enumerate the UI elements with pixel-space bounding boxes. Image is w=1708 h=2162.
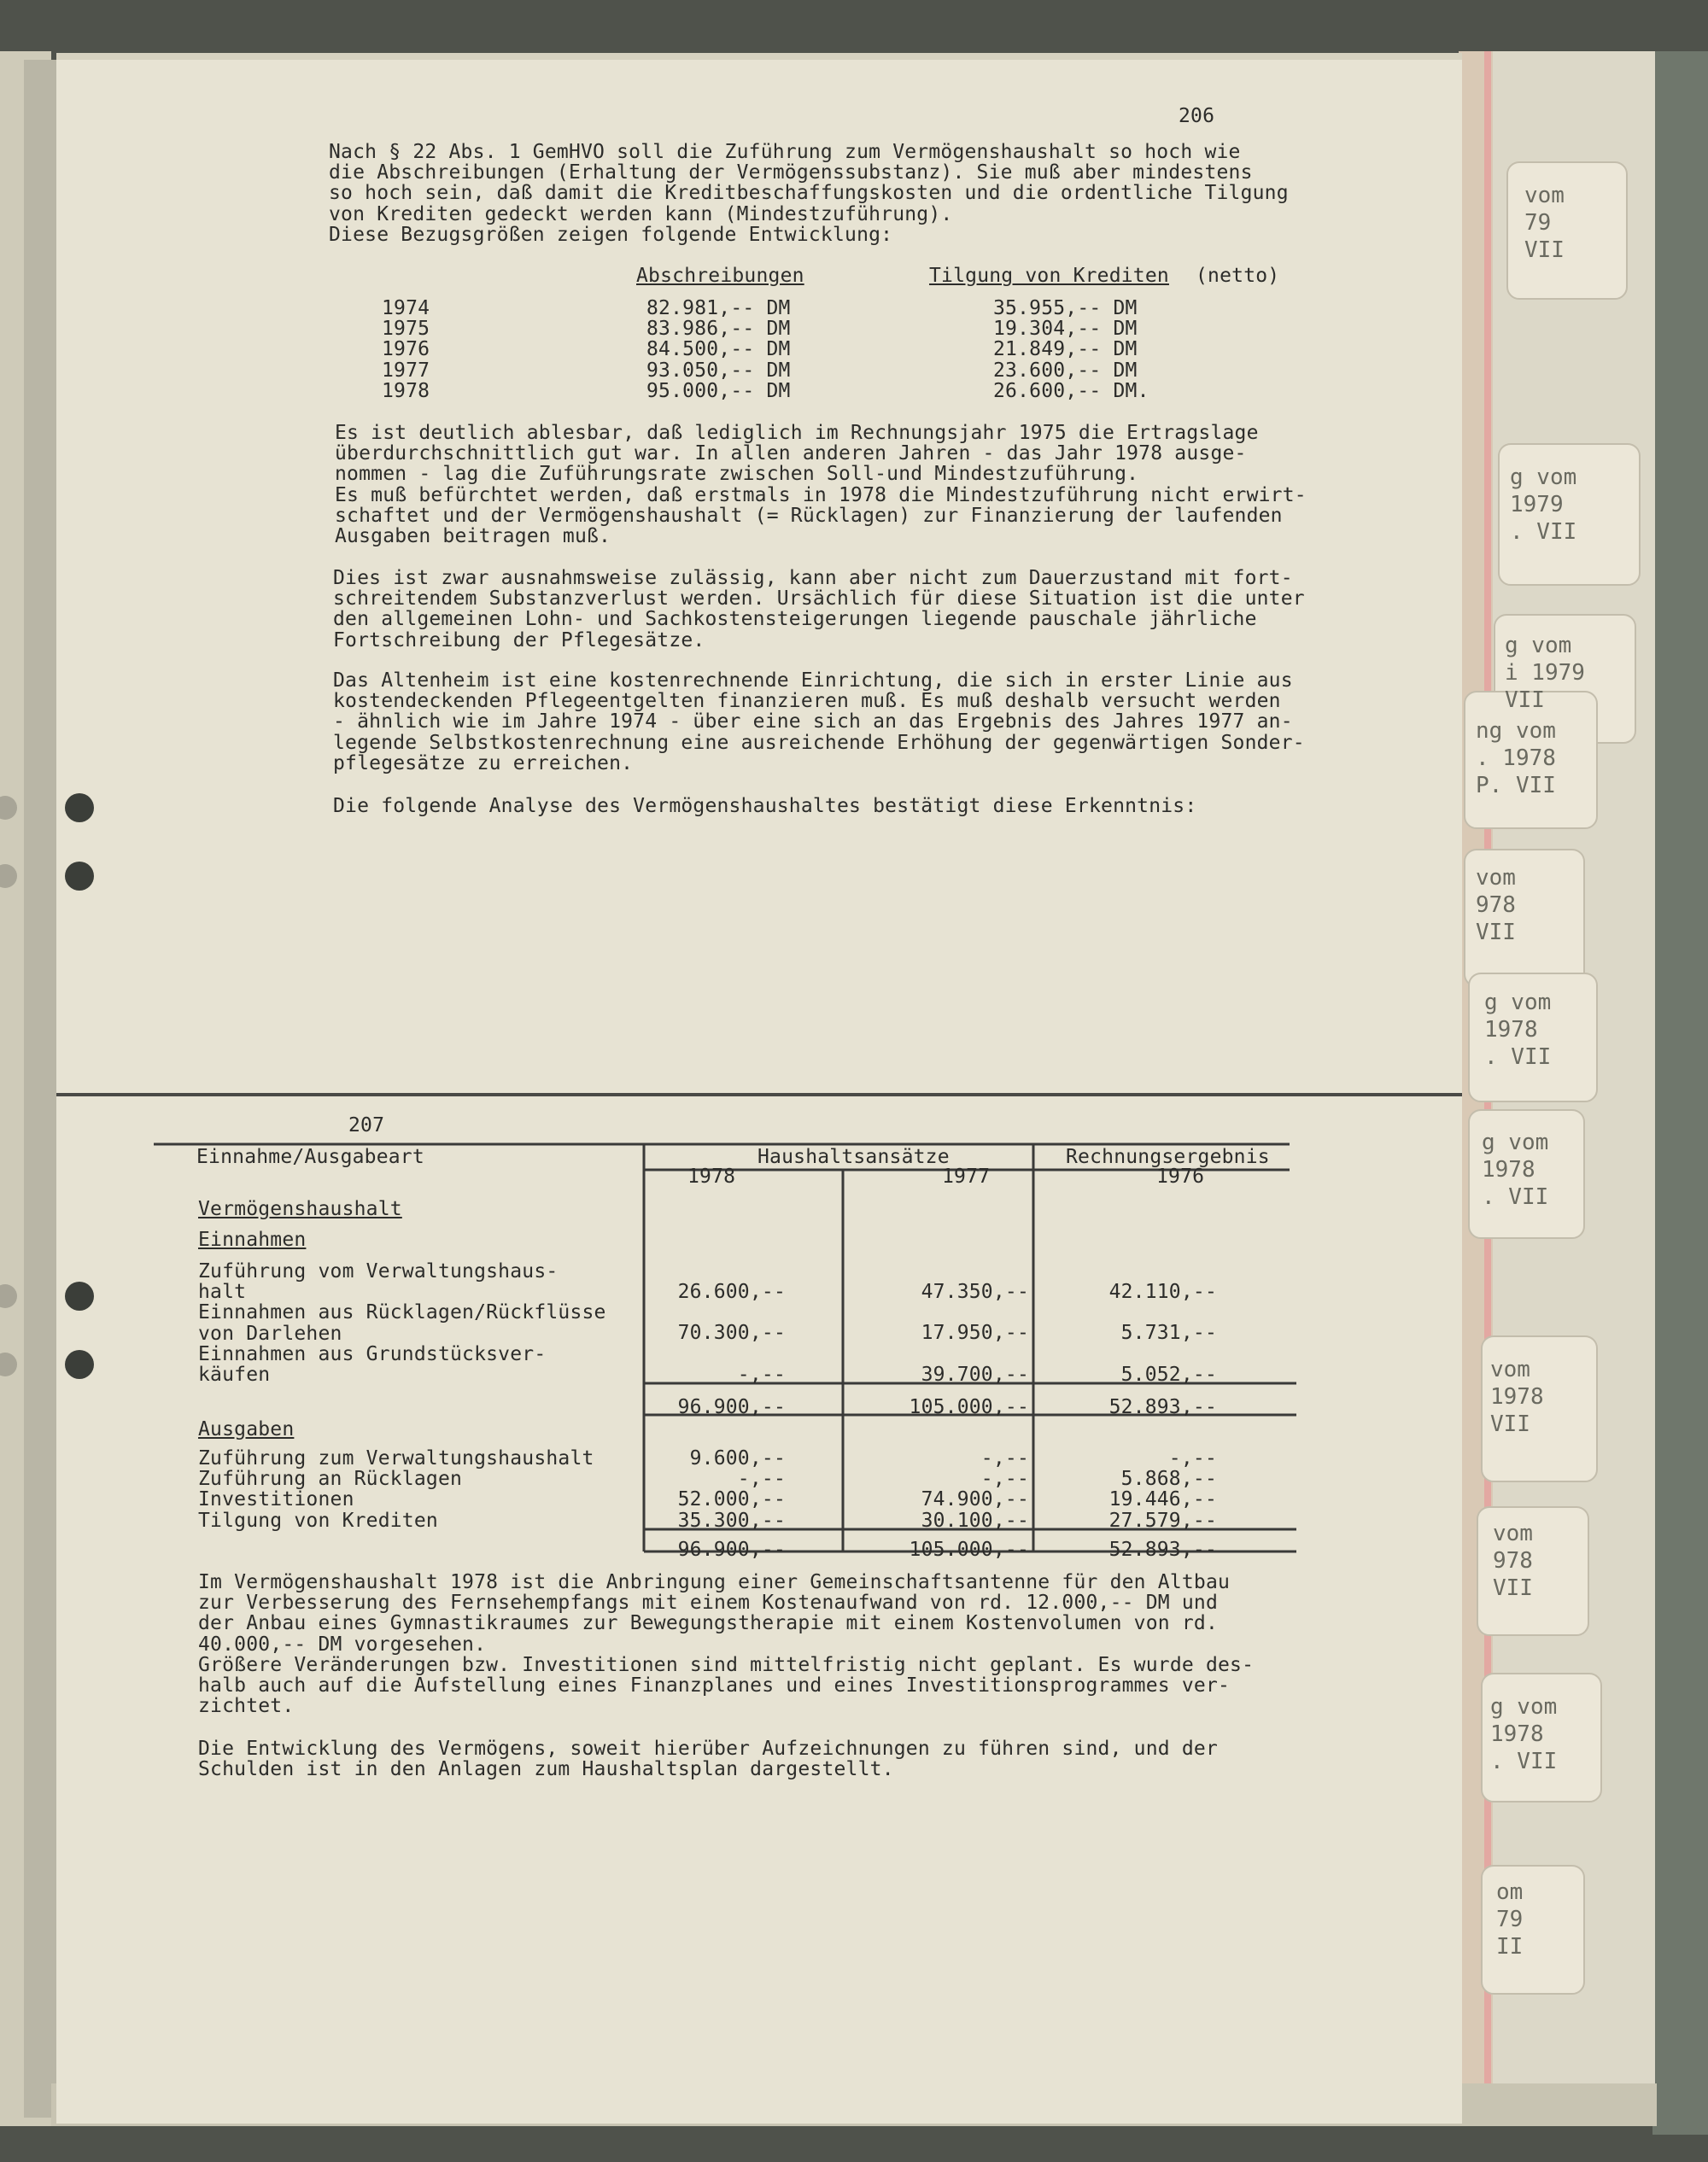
einnahmen-value-1976: 42.110,-- bbox=[1108, 1281, 1217, 1303]
index-tab-4: ng vom . 1978 P. VII bbox=[1476, 718, 1556, 798]
year-column: 1974 1975 1976 1977 1978 bbox=[382, 297, 430, 402]
paragraph-vermoegen: Die Entwicklung des Vermögens, soweit hierüber Aufzeichnungen zu führen sind, und der Schulden ist in den Anlagen zum Haushaltsplan dargestellt. bbox=[198, 1738, 1219, 1781]
einnahmen-value-1977: 47.350,-- bbox=[921, 1281, 1029, 1303]
column-header-1977: 1977 bbox=[942, 1166, 991, 1188]
page-number: 206 bbox=[1179, 105, 1215, 127]
paragraph-investitionen: Im Vermögenshaushalt 1978 ist die Anbringung einer Gemeinschaftsantenne für den Altbau zur Verbesserung des Fernsehempfangs mit einem Kostenaufwand von rd. 12.000,-- DM und der Anbau eines Gymnastikraumes zur Bewegungstherapie mit einem Kostenvolumen von rd. 40.000,-- DM vorgesehen. Größere Veränderungen bzw. Investitionen sind mittelfristig nicht geplant. Es wurde des- halb auch auf die Aufstellung eines Finanzplanes und eines Investitionsprogrammes ver- zichtet. bbox=[198, 1571, 1255, 1718]
header-netto: (netto) bbox=[1196, 265, 1280, 287]
header-tilgung: Tilgung von Krediten bbox=[929, 265, 1169, 287]
paragraph-substanzverlust: Dies ist zwar ausnahmsweise zulässig, kann aber nicht zum Dauerzustand mit fort- schreitendem Substanzverlust werden. Ursächlich für diese Situation ist die unter den allgemeinen Lohn- und Sachkostensteigerungen liegende pauschale jährliche Fortschreibung der Pflegesätze. bbox=[333, 567, 1305, 652]
column-group-rechnungsergebnis: Rechnungsergebnis bbox=[1066, 1146, 1270, 1168]
ausgaben-values-1977: -,-- -,-- 74.900,-- 30.100,-- bbox=[921, 1447, 1029, 1532]
page-number: 207 bbox=[348, 1114, 385, 1137]
ausgaben-labels: Zuführung zum Verwaltungshaushalt Zuführung an Rücklagen Investitionen Tilgung von Krediten bbox=[198, 1447, 594, 1532]
ausgaben-values-1976: -,-- 5.868,-- 19.446,-- 27.579,-- bbox=[1108, 1447, 1217, 1532]
einnahmen-value-1978: 70.300,-- bbox=[677, 1322, 786, 1344]
index-tab-9: vom 978 VII bbox=[1493, 1521, 1533, 1601]
index-tab-10: g vom 1978 . VII bbox=[1490, 1694, 1558, 1774]
index-tab-8: vom 1978 VII bbox=[1490, 1357, 1544, 1437]
index-tab-6: g vom 1978 . VII bbox=[1484, 990, 1552, 1070]
einnahmen-value-1976: 5.052,-- bbox=[1120, 1364, 1217, 1386]
einnahmen-total-1978: 96.900,-- bbox=[677, 1396, 786, 1418]
paragraph-analyse: Die folgende Analyse des Vermögenshaushaltes bestätigt diese Erkenntnis: bbox=[333, 795, 1197, 817]
einnahmen-value-1977: 17.950,-- bbox=[921, 1322, 1029, 1344]
einnahmen-total-1976: 52.893,-- bbox=[1108, 1396, 1217, 1418]
index-tab-3: g vom i 1979 VII bbox=[1505, 633, 1585, 713]
einnahmen-value-1978: -,-- bbox=[737, 1364, 786, 1386]
einnahmen-total-1977: 105.000,-- bbox=[909, 1396, 1029, 1418]
index-tab-11: om 79 II bbox=[1496, 1879, 1524, 1960]
einnahmen-value-1977: 39.700,-- bbox=[921, 1364, 1029, 1386]
einnahmen-labels: Zuführung vom Verwaltungshaus- halt Einnahmen aus Rücklagen/Rückflüsse von Darlehen Einnahmen aus Grundstücksver- käufen bbox=[198, 1260, 606, 1387]
paragraph-altenheim: Das Altenheim ist eine kostenrechnende Einrichtung, die sich in erster Linie aus kostendeckenden Pflegeentgelten finanzieren muß. Es muß deshalb versucht werden - ähnlich wie im Jahre 1974 - über eine sich an das Ergebnis des Jahres 1977 an- legende Selbstkostenrechnung eine ausreichende Erhöhung der gegenwärtigen Sonder- pflegesätze zu erreichen. bbox=[333, 669, 1305, 774]
header-abschreibungen: Abschreibungen bbox=[636, 265, 804, 287]
index-tab-2: g vom 1979 . VII bbox=[1510, 465, 1577, 545]
ausgaben-title: Ausgaben bbox=[198, 1418, 295, 1440]
abschreibungen-column: 82.981,-- DM 83.986,-- DM 84.500,-- DM 93.050,-- DM 95.000,-- DM bbox=[646, 297, 791, 402]
index-tab-1: vom 79 VII bbox=[1524, 183, 1565, 263]
ausgaben-total-1976: 52.893,-- bbox=[1108, 1539, 1217, 1561]
ausgaben-values-1978: 9.600,-- -,-- 52.000,-- 35.300,-- bbox=[677, 1447, 786, 1532]
index-tab-5: vom 978 VII bbox=[1476, 865, 1516, 945]
column-header-1976: 1976 bbox=[1156, 1166, 1205, 1188]
ausgaben-total-1977: 105.000,-- bbox=[909, 1539, 1029, 1561]
ausgaben-total-1978: 96.900,-- bbox=[677, 1539, 786, 1561]
intro-paragraph: Nach § 22 Abs. 1 GemHVO soll die Zuführung zum Vermögenshaushalt so hoch wie die Abschreibungen (Erhaltung der Vermögenssubstanz). Sie muß aber mindestens so hoch sein, daß damit die Kreditbeschaffungskosten und die ordentliche Tilgung von Krediten gedeckt werden kann (Mindestzuführung). Diese Bezugsgrößen zeigen folgende Entwicklung: bbox=[329, 141, 1289, 246]
paragraph-ertragslage: Es ist deutlich ablesbar, daß lediglich im Rechnungsjahr 1975 die Ertragslage überdurchschnittlich gut war. In allen anderen Jahren - das Jahr 1978 ausge- nommen - lag die Zuführungsrate zwischen Soll-und Mindestzuführung. Es muß befürchtet werden, daß erstmals in 1978 die Mindestzuführung nicht erwirt- schaftet und der Vermögenshaushalt (= Rücklagen) zur Finanzierung der laufenden Ausgaben beitragen muß. bbox=[335, 422, 1307, 548]
section-title: Vermögenshaushalt bbox=[198, 1198, 402, 1220]
einnahmen-title: Einnahmen bbox=[198, 1229, 307, 1251]
index-tab-7: g vom 1978 . VII bbox=[1482, 1130, 1549, 1210]
column-header-1978: 1978 bbox=[687, 1166, 736, 1188]
einnahmen-value-1976: 5.731,-- bbox=[1120, 1322, 1217, 1344]
column-header-art: Einnahme/Ausgabeart bbox=[196, 1146, 424, 1168]
column-group-haushaltsansaetze: Haushaltsansätze bbox=[757, 1146, 950, 1168]
einnahmen-value-1978: 26.600,-- bbox=[677, 1281, 786, 1303]
tilgung-column: 35.955,-- DM 19.304,-- DM 21.849,-- DM 23.600,-- DM 26.600,-- DM. bbox=[993, 297, 1149, 402]
